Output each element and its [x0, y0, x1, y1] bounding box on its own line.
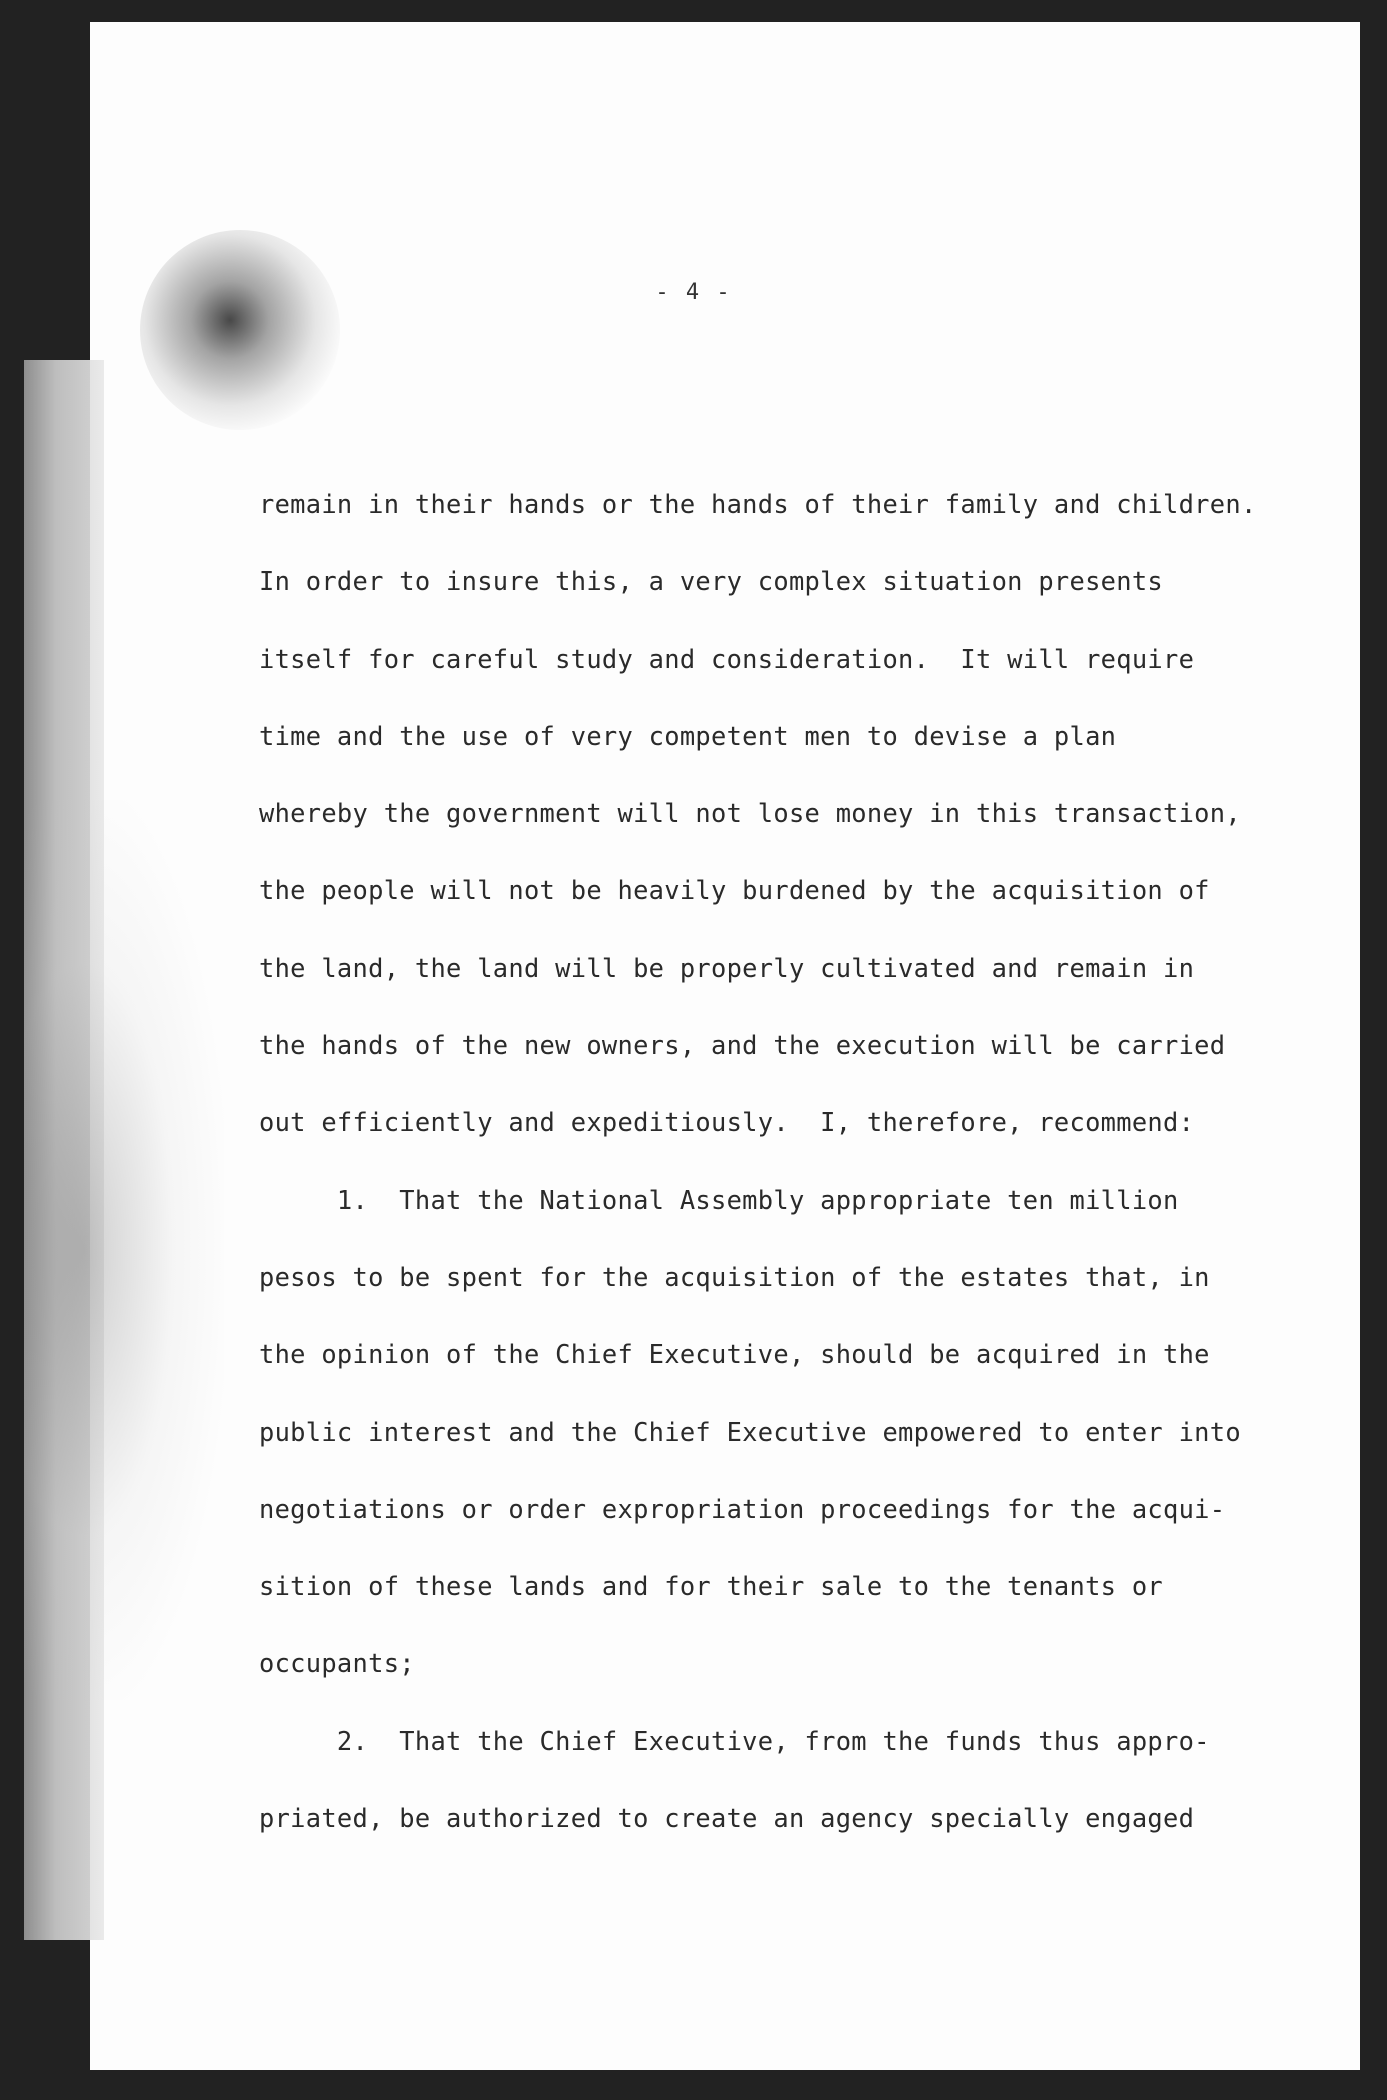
list-item-1: 1. That the National Assembly appropriate ten million [259, 1184, 1179, 1215]
text-line: remain in their hands or the hands of their family and children. [259, 489, 1257, 519]
text-line: public interest and the Chief Executive empowered to enter into [259, 1416, 1241, 1447]
smudge-mark [24, 800, 224, 1700]
page-number: - 4 - [655, 280, 732, 305]
text-line: pesos to be spent for the acquisition of the estates that, in [259, 1261, 1210, 1292]
ink-stain [140, 230, 340, 430]
text-line: priated, be authorized to create an agency specially engaged [259, 1803, 1195, 1834]
text-line: negotiations or order expropriation proceedings for the acqui- [259, 1493, 1226, 1524]
text-line: whereby the government will not lose money in this transaction, [259, 798, 1241, 829]
text-line: In order to insure this, a very complex situation presents [259, 566, 1164, 597]
text-line: the land, the land will be properly cultivated and remain in [259, 952, 1195, 983]
text-line: the opinion of the Chief Executive, should be acquired in the [259, 1339, 1210, 1370]
text-line: the hands of the new owners, and the execution will be carried [259, 1030, 1226, 1061]
text-line: out efficiently and expeditiously. I, therefore, recommend: [259, 1107, 1195, 1138]
text-line: sition of these lands and for their sale to the tenants or [259, 1571, 1164, 1602]
list-item-2: 2. That the Chief Executive, from the funds thus appro- [259, 1725, 1210, 1756]
body-text [259, 480, 1279, 1871]
text-line: occupants; [259, 1648, 415, 1679]
text-line: time and the use of very competent men to devise a plan [259, 720, 1117, 751]
text-line: itself for careful study and consideration. It will require [259, 643, 1195, 674]
text-line: the people will not be heavily burdened by the acquisition of [259, 875, 1210, 906]
